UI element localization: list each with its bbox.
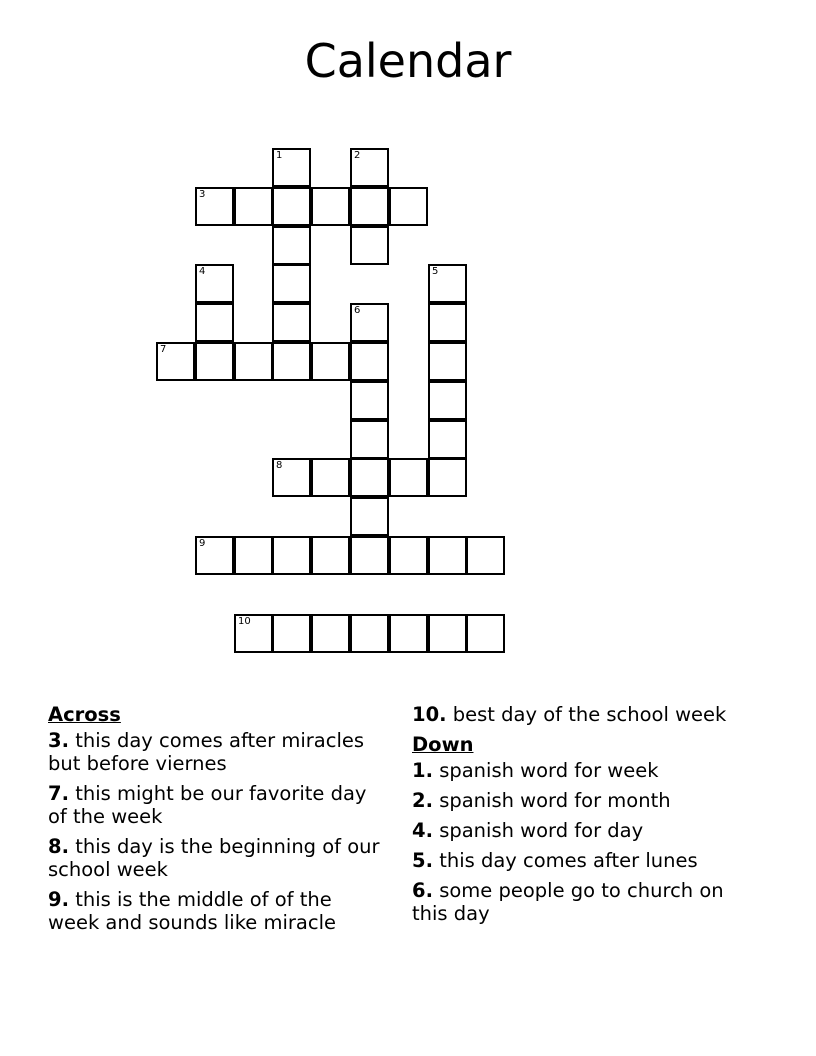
across-clue (412, 703, 732, 726)
grid-cell[interactable] (234, 536, 273, 575)
clue-number: 2. (412, 789, 433, 812)
grid-cell[interactable] (350, 458, 389, 497)
grid-cell[interactable] (234, 342, 273, 381)
clue-number-label: 9 (199, 538, 206, 549)
grid-cell[interactable] (195, 536, 234, 575)
grid-cell[interactable] (272, 536, 311, 575)
grid-cell[interactable] (350, 536, 389, 575)
grid-cell[interactable] (272, 148, 311, 187)
grid-cell[interactable] (350, 148, 389, 187)
clue-number: 8. (48, 835, 69, 858)
grid-cell[interactable] (428, 381, 467, 420)
clue-text: best day of the school week (452, 703, 727, 726)
across-heading: Across (48, 703, 121, 726)
grid-cell[interactable] (350, 381, 389, 420)
grid-cell[interactable] (311, 614, 350, 653)
grid-cell[interactable] (428, 420, 467, 459)
clue-text: this day is the beginning of our school week (48, 835, 380, 881)
grid-cell[interactable] (428, 536, 467, 575)
grid-cell[interactable] (272, 614, 311, 653)
clue-number: 3. (48, 729, 69, 752)
clue-number: 4. (412, 819, 433, 842)
grid-cell[interactable] (195, 342, 234, 381)
grid-cell[interactable] (428, 458, 467, 497)
grid-cell[interactable] (234, 614, 273, 653)
clue-number-label: 8 (276, 460, 283, 471)
clue-text: some people go to church on this day (412, 879, 724, 925)
across-clue (48, 729, 388, 775)
grid-cell[interactable] (195, 303, 234, 342)
grid-cell[interactable] (350, 226, 389, 265)
clues-left-column (48, 703, 388, 941)
grid-cell[interactable] (156, 342, 195, 381)
grid-cell[interactable] (350, 614, 389, 653)
clue-text: this day comes after lunes (439, 849, 698, 872)
grid-cell[interactable] (272, 303, 311, 342)
grid-cell[interactable] (350, 303, 389, 342)
grid-cell[interactable] (389, 187, 428, 226)
grid-cell[interactable] (311, 536, 350, 575)
down-heading: Down (412, 733, 474, 756)
clue-number-label: 6 (354, 305, 361, 316)
across-clue (48, 888, 388, 934)
down-clue (412, 849, 732, 872)
grid-cell[interactable] (272, 342, 311, 381)
grid-cell[interactable] (389, 614, 428, 653)
clue-number-label: 5 (432, 266, 439, 277)
clue-number: 7. (48, 782, 69, 805)
grid-cell[interactable] (311, 458, 350, 497)
grid-cell[interactable] (350, 187, 389, 226)
grid-cell[interactable] (311, 342, 350, 381)
grid-cell[interactable] (350, 497, 389, 536)
clue-number-label: 4 (199, 266, 206, 277)
grid-cell[interactable] (195, 264, 234, 303)
clue-text: this day comes after miracles but before viernes (48, 729, 365, 775)
clue-number-label: 2 (354, 150, 361, 161)
across-clue (48, 835, 388, 881)
clue-number: 10. (412, 703, 447, 726)
grid-cell[interactable] (428, 614, 467, 653)
grid-cell[interactable] (389, 536, 428, 575)
grid-cell[interactable] (311, 187, 350, 226)
grid-cell[interactable] (389, 458, 428, 497)
grid-cell[interactable] (272, 187, 311, 226)
across-clue (48, 782, 388, 828)
clue-number-label: 1 (276, 150, 283, 161)
grid-cell[interactable] (272, 226, 311, 265)
clue-text: this might be our favorite day of the week (48, 782, 367, 828)
down-clue (412, 759, 732, 782)
clue-number-label: 10 (238, 616, 251, 627)
clue-text: spanish word for month (439, 789, 671, 812)
grid-cell[interactable] (428, 342, 467, 381)
clue-number: 5. (412, 849, 433, 872)
grid-cell[interactable] (350, 342, 389, 381)
grid-cell[interactable] (195, 187, 234, 226)
clue-number-label: 7 (160, 344, 167, 355)
grid-cell[interactable] (428, 264, 467, 303)
clue-number: 6. (412, 879, 433, 902)
grid-cell[interactable] (466, 536, 505, 575)
clues-right-column (412, 703, 732, 932)
clue-number-label: 3 (199, 189, 206, 200)
grid-cell[interactable] (350, 420, 389, 459)
down-clue (412, 879, 732, 925)
grid-cell[interactable] (466, 614, 505, 653)
clue-number: 1. (412, 759, 433, 782)
clue-text: spanish word for day (439, 819, 644, 842)
clue-text: this is the middle of of the week and sounds like miracle (48, 888, 337, 934)
clue-number: 9. (48, 888, 69, 911)
puzzle-title: Calendar (304, 34, 512, 88)
grid-cell[interactable] (272, 264, 311, 303)
clue-text: spanish word for week (439, 759, 659, 782)
down-clue (412, 789, 732, 812)
grid-cell[interactable] (428, 303, 467, 342)
grid-cell[interactable] (272, 458, 311, 497)
down-clue (412, 819, 732, 842)
grid-cell[interactable] (234, 187, 273, 226)
